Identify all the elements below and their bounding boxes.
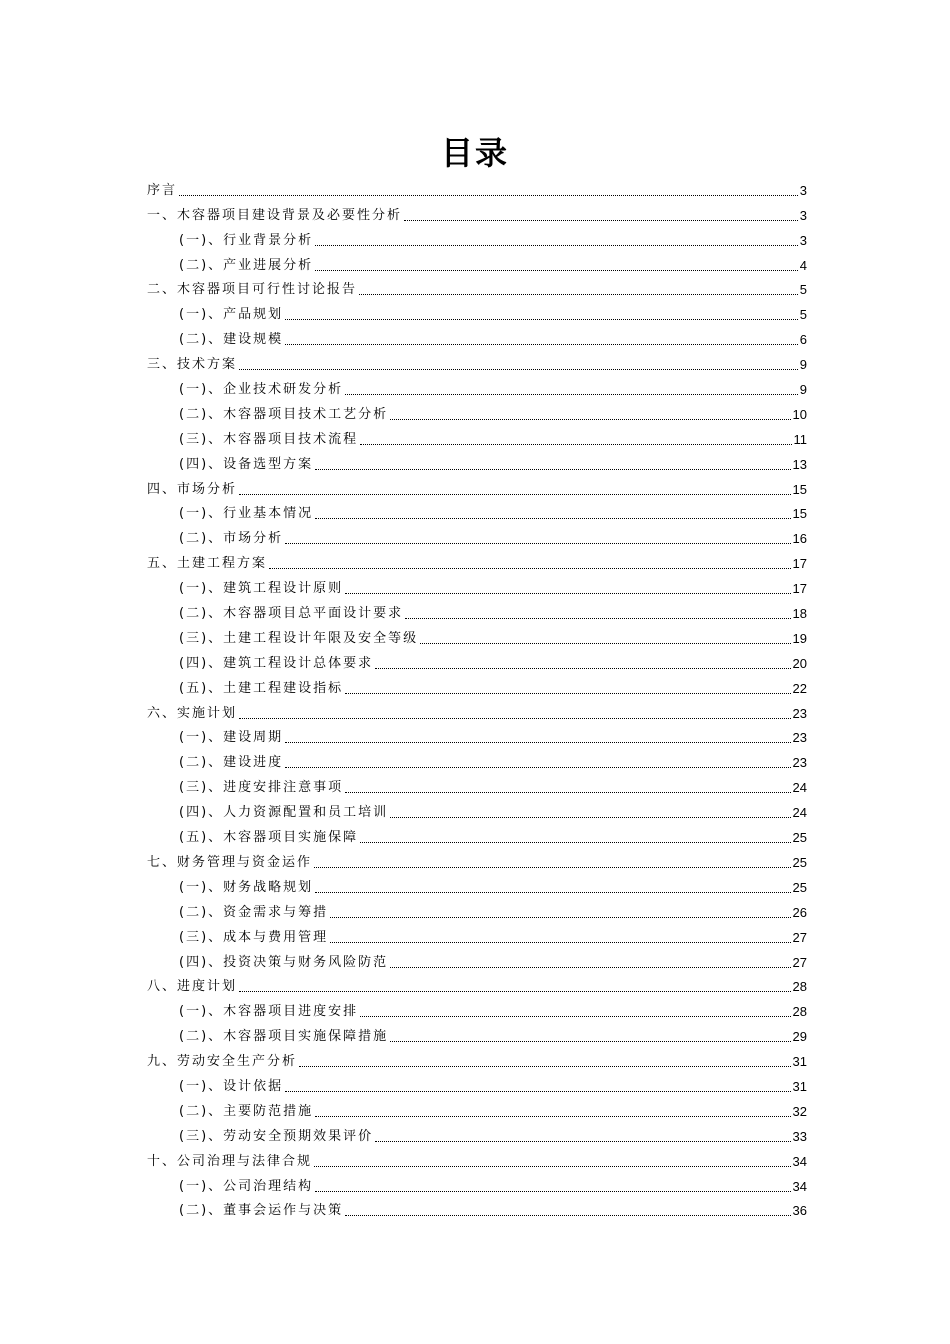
toc-entry-label: (一)、设计依据 xyxy=(179,1078,284,1094)
dot-leader xyxy=(269,568,791,569)
dot-leader xyxy=(285,344,798,345)
toc-entry-label: 三、技术方案 xyxy=(147,357,238,373)
dot-leader xyxy=(360,842,790,843)
toc-entry-label: (二)、资金需求与筹措 xyxy=(179,904,329,920)
toc-entry-page-number: 19 xyxy=(792,630,807,646)
dot-leader xyxy=(330,917,790,918)
toc-section-entry[interactable] xyxy=(147,896,807,921)
toc-entry-label: (二)、木容器项目技术工艺分析 xyxy=(179,406,389,422)
toc-section-entry[interactable] xyxy=(147,572,807,597)
toc-entry-page-number: 18 xyxy=(792,606,807,622)
toc-section-entry[interactable] xyxy=(147,871,807,896)
dot-leader xyxy=(314,1166,791,1167)
toc-section-entry[interactable] xyxy=(147,224,807,249)
toc-chapter-entry[interactable] xyxy=(147,1045,807,1070)
dot-leader xyxy=(405,618,790,619)
dot-leader xyxy=(390,419,790,420)
toc-chapter-entry[interactable] xyxy=(147,174,807,199)
toc-entry-label: (一)、行业背景分析 xyxy=(179,232,314,248)
toc-entry-label: (二)、建设进度 xyxy=(179,755,284,771)
toc-entry-label: (三)、进度安排注意事项 xyxy=(179,780,344,796)
toc-chapter-entry[interactable] xyxy=(147,697,807,722)
toc-entry-label: (二)、董事会运作与决策 xyxy=(179,1203,344,1219)
toc-section-entry[interactable] xyxy=(147,498,807,523)
toc-section-entry[interactable] xyxy=(147,522,807,547)
toc-entry-page-number: 28 xyxy=(792,1004,807,1020)
toc-entry-label: 九、劳动安全生产分析 xyxy=(147,1054,298,1070)
toc-entry-label: 十、公司治理与法律合规 xyxy=(147,1153,313,1169)
toc-section-entry[interactable] xyxy=(147,946,807,971)
toc-entry-label: (一)、建设周期 xyxy=(179,730,284,746)
toc-chapter-entry[interactable] xyxy=(147,1145,807,1170)
toc-entry-page-number: 34 xyxy=(792,1153,807,1169)
dot-leader xyxy=(314,867,791,868)
toc-entry-label: 五、土建工程方案 xyxy=(147,556,268,572)
toc-section-entry[interactable] xyxy=(147,423,807,448)
toc-entry-page-number: 33 xyxy=(792,1128,807,1144)
toc-section-entry[interactable] xyxy=(147,771,807,796)
toc-entry-page-number: 24 xyxy=(792,780,807,796)
toc-entry-label: (一)、产品规划 xyxy=(179,307,284,323)
toc-chapter-entry[interactable] xyxy=(147,274,807,299)
dot-leader xyxy=(315,245,798,246)
toc-section-entry[interactable] xyxy=(147,622,807,647)
toc-entry-page-number: 34 xyxy=(792,1178,807,1194)
toc-entry-label: (五)、土建工程建设指标 xyxy=(179,680,344,696)
dot-leader xyxy=(345,1215,790,1216)
toc-section-entry[interactable] xyxy=(147,647,807,672)
toc-section-entry[interactable] xyxy=(147,323,807,348)
toc-entry-label: (三)、土建工程设计年限及安全等级 xyxy=(179,630,419,646)
dot-leader xyxy=(375,668,790,669)
toc-entry-label: 一、木容器项目建设背景及必要性分析 xyxy=(147,207,403,223)
toc-entry-page-number: 25 xyxy=(792,879,807,895)
toc-entry-page-number: 13 xyxy=(792,456,807,472)
toc-entry-page-number: 23 xyxy=(792,705,807,721)
toc-entry-label: 六、实施计划 xyxy=(147,705,238,721)
toc-entry-page-number: 28 xyxy=(792,979,807,995)
toc-entry-label: 二、木容器项目可行性讨论报告 xyxy=(147,282,358,298)
toc-chapter-entry[interactable] xyxy=(147,846,807,871)
toc-entry-page-number: 15 xyxy=(792,481,807,497)
toc-section-entry[interactable] xyxy=(147,1170,807,1195)
toc-entry-page-number: 17 xyxy=(792,581,807,597)
toc-entry-label: (一)、公司治理结构 xyxy=(179,1178,314,1194)
toc-entry-page-number: 3 xyxy=(799,207,807,223)
dot-leader xyxy=(285,543,790,544)
dot-leader xyxy=(359,294,798,295)
toc-chapter-entry[interactable] xyxy=(147,348,807,373)
toc-entry-page-number: 22 xyxy=(792,680,807,696)
dot-leader xyxy=(345,593,790,594)
toc-section-entry[interactable] xyxy=(147,1195,807,1220)
dot-leader xyxy=(360,1016,790,1017)
dot-leader xyxy=(330,942,790,943)
toc-entry-label: (四)、人力资源配置和员工培训 xyxy=(179,805,389,821)
toc-entry-page-number: 32 xyxy=(792,1103,807,1119)
toc-section-entry[interactable] xyxy=(147,821,807,846)
toc-entry-label: 四、市场分析 xyxy=(147,481,238,497)
toc-entry-page-number: 3 xyxy=(799,182,807,198)
dot-leader xyxy=(345,394,798,395)
dot-leader xyxy=(345,792,790,793)
toc-section-entry[interactable] xyxy=(147,1020,807,1045)
toc-entry-page-number: 23 xyxy=(792,730,807,746)
toc-chapter-entry[interactable] xyxy=(147,971,807,996)
toc-chapter-entry[interactable] xyxy=(147,473,807,498)
dot-leader xyxy=(285,1091,790,1092)
dot-leader xyxy=(390,967,790,968)
toc-entry-label: 序言 xyxy=(147,182,178,198)
dot-leader xyxy=(179,195,798,196)
toc-entry-label: (五)、木容器项目实施保障 xyxy=(179,830,359,846)
toc-entry-page-number: 5 xyxy=(799,307,807,323)
toc-chapter-entry[interactable] xyxy=(147,547,807,572)
toc-entry-page-number: 31 xyxy=(792,1078,807,1094)
dot-leader xyxy=(375,1141,790,1142)
toc-entry-label: (三)、劳动安全预期效果评价 xyxy=(179,1128,374,1144)
dot-leader xyxy=(239,991,791,992)
toc-entry-page-number: 24 xyxy=(792,805,807,821)
toc-entry-page-number: 4 xyxy=(799,257,807,273)
toc-section-entry[interactable] xyxy=(147,373,807,398)
dot-leader xyxy=(239,718,791,719)
toc-entry-page-number: 17 xyxy=(792,556,807,572)
toc-entry-page-number: 9 xyxy=(799,357,807,373)
toc-entry-label: (二)、木容器项目实施保障措施 xyxy=(179,1029,389,1045)
table-of-contents xyxy=(147,174,807,1219)
toc-entry-page-number: 15 xyxy=(792,506,807,522)
toc-entry-page-number: 25 xyxy=(792,830,807,846)
toc-entry-label: 八、进度计划 xyxy=(147,979,238,995)
toc-entry-page-number: 27 xyxy=(792,929,807,945)
toc-entry-label: (三)、成本与费用管理 xyxy=(179,929,329,945)
dot-leader xyxy=(315,892,790,893)
toc-entry-page-number: 5 xyxy=(799,282,807,298)
toc-entry-page-number: 11 xyxy=(793,431,807,447)
toc-section-entry[interactable] xyxy=(147,249,807,274)
toc-entry-label: (一)、行业基本情况 xyxy=(179,506,314,522)
dot-leader xyxy=(315,270,798,271)
dot-leader xyxy=(315,518,790,519)
toc-entry-label: (二)、木容器项目总平面设计要求 xyxy=(179,606,404,622)
dot-leader xyxy=(285,742,790,743)
toc-entry-page-number: 16 xyxy=(792,531,807,547)
toc-entry-page-number: 3 xyxy=(799,232,807,248)
toc-entry-label: 七、财务管理与资金运作 xyxy=(147,854,313,870)
toc-chapter-entry[interactable] xyxy=(147,199,807,224)
dot-leader xyxy=(390,1041,790,1042)
toc-section-entry[interactable] xyxy=(147,298,807,323)
toc-section-entry[interactable] xyxy=(147,398,807,423)
toc-entry-label: (二)、市场分析 xyxy=(179,531,284,547)
toc-entry-page-number: 10 xyxy=(792,406,807,422)
dot-leader xyxy=(420,643,790,644)
toc-entry-label: (四)、设备选型方案 xyxy=(179,456,314,472)
toc-section-entry[interactable] xyxy=(147,796,807,821)
dot-leader xyxy=(285,319,798,320)
toc-section-entry[interactable] xyxy=(147,746,807,771)
toc-entry-label: (二)、主要防范措施 xyxy=(179,1103,314,1119)
dot-leader xyxy=(315,1191,790,1192)
toc-section-entry[interactable] xyxy=(147,1120,807,1145)
toc-entry-page-number: 20 xyxy=(792,655,807,671)
dot-leader xyxy=(299,1066,791,1067)
toc-entry-label: (一)、木容器项目进度安排 xyxy=(179,1004,359,1020)
toc-section-entry[interactable] xyxy=(147,722,807,747)
toc-entry-page-number: 6 xyxy=(799,332,807,348)
dot-leader xyxy=(239,494,791,495)
toc-section-entry[interactable] xyxy=(147,672,807,697)
toc-entry-page-number: 23 xyxy=(792,755,807,771)
toc-entry-page-number: 29 xyxy=(792,1029,807,1045)
toc-section-entry[interactable] xyxy=(147,597,807,622)
toc-section-entry[interactable] xyxy=(147,921,807,946)
toc-entry-label: (四)、建筑工程设计总体要求 xyxy=(179,655,374,671)
dot-leader xyxy=(239,369,798,370)
dot-leader xyxy=(360,444,791,445)
dot-leader xyxy=(315,1116,790,1117)
toc-entry-label: (二)、建设规模 xyxy=(179,332,284,348)
toc-entry-page-number: 36 xyxy=(792,1203,807,1219)
toc-entry-label: (二)、产业进展分析 xyxy=(179,257,314,273)
page-title: 目录 xyxy=(440,134,509,172)
toc-section-entry[interactable] xyxy=(147,448,807,473)
toc-entry-page-number: 26 xyxy=(792,904,807,920)
toc-entry-page-number: 31 xyxy=(792,1054,807,1070)
toc-entry-label: (一)、企业技术研发分析 xyxy=(179,382,344,398)
toc-entry-label: (一)、财务战略规划 xyxy=(179,879,314,895)
toc-entry-label: (三)、木容器项目技术流程 xyxy=(179,431,359,447)
toc-section-entry[interactable] xyxy=(147,1070,807,1095)
dot-leader xyxy=(285,767,790,768)
toc-entry-page-number: 25 xyxy=(792,854,807,870)
toc-entry-label: (一)、建筑工程设计原则 xyxy=(179,581,344,597)
dot-leader xyxy=(345,693,790,694)
toc-entry-page-number: 27 xyxy=(792,954,807,970)
toc-section-entry[interactable] xyxy=(147,995,807,1020)
toc-section-entry[interactable] xyxy=(147,1095,807,1120)
dot-leader xyxy=(404,220,798,221)
toc-entry-label: (四)、投资决策与财务风险防范 xyxy=(179,954,389,970)
toc-entry-page-number: 9 xyxy=(799,382,807,398)
dot-leader xyxy=(315,469,790,470)
dot-leader xyxy=(390,817,790,818)
